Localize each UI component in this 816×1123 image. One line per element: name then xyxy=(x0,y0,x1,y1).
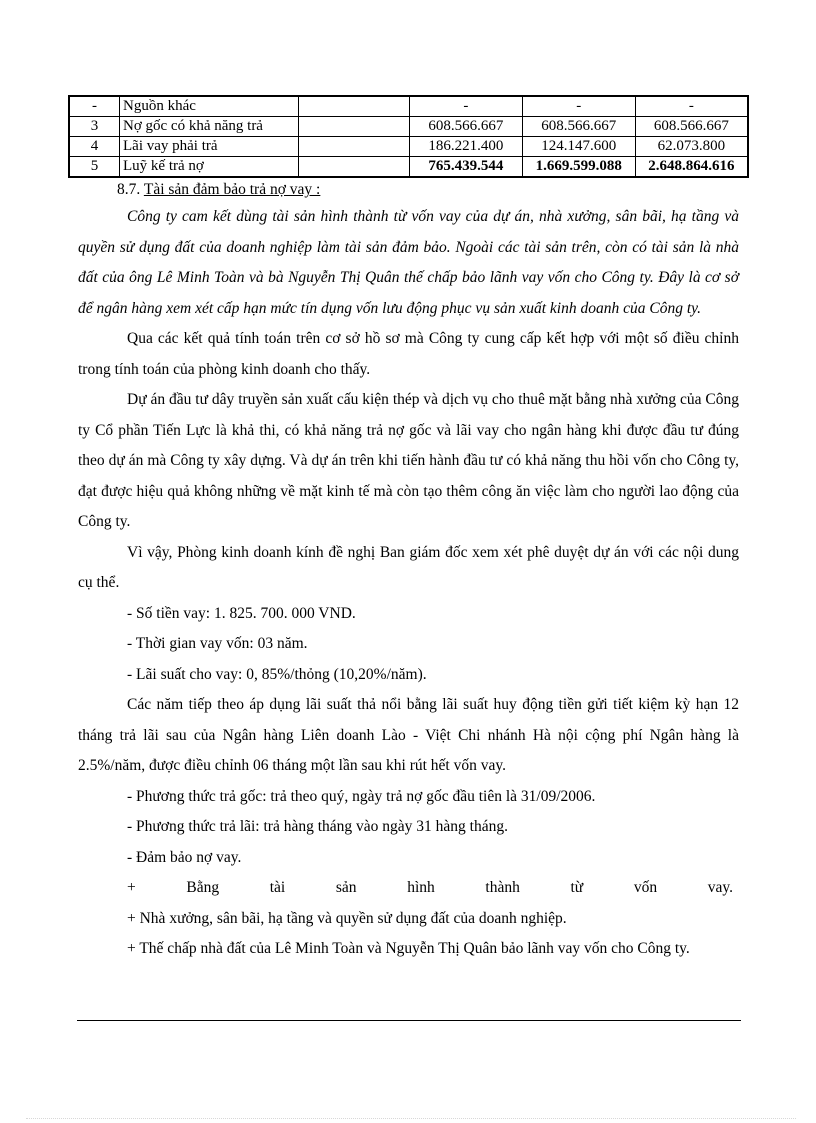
section-heading xyxy=(117,181,320,199)
year1-value-cell: 186.221.400 xyxy=(410,137,523,157)
year1-value-cell: - xyxy=(410,96,523,117)
row-number-cell: - xyxy=(69,96,120,117)
item-loan-term: - Thời gian vay vốn: 03 năm. xyxy=(127,635,308,652)
year3-value-cell: - xyxy=(635,96,748,117)
year2-value-cell: 608.566.667 xyxy=(522,117,635,137)
paragraph-feasibility: Dự án đầu tư dây truyền sản xuất cấu kiện thép và dịch vụ cho thuê mặt bằng nhà xưởng của Công ty Cổ phần Tiến Lực là khả thi, có khả năng trả nợ gốc và lãi vay cho ngân hàng khi được đầu tư đúng theo dự án mà Công ty xây dựng. Và dự án trên khi tiến hành đầu tư có khả năng thu hồi vốn cho Công ty, đạt được hiệu quả không những về mặt kinh tế mà còn tạo thêm công ăn việc làm cho người lao động của Công ty. xyxy=(78,391,739,530)
spread-word: hình xyxy=(407,879,435,896)
row-empty-cell xyxy=(299,157,410,178)
year1-value-cell: 608.566.667 xyxy=(410,117,523,137)
year3-value-cell: 2.648.864.616 xyxy=(635,157,748,178)
year1-value-cell: 765.439.544 xyxy=(410,157,523,178)
item-factory-assets: + Nhà xưởng, sân bãi, hạ tầng và quyền sử dụng đất của doanh nghiệp. xyxy=(127,909,567,927)
body-text xyxy=(78,202,739,965)
row-label-cell: Nguồn khác xyxy=(120,96,299,117)
row-empty-cell xyxy=(299,96,410,117)
item-asset-formed xyxy=(78,873,739,904)
item-loan-security: - Đảm bảo nợ vay. xyxy=(127,848,242,866)
spread-word: tài xyxy=(269,879,286,896)
row-number-cell: 5 xyxy=(69,157,120,178)
spread-word: vay. xyxy=(707,879,733,896)
year2-value-cell: - xyxy=(522,96,635,117)
paragraph-results: Qua các kết quả tính toán trên cơ sở hồ sơ mà Công ty cung cấp kết hợp với một số điều chỉnh trong tính toán của phòng kinh doanh cho thấy. xyxy=(78,330,739,378)
year2-value-cell: 1.669.599.088 xyxy=(522,157,635,178)
paragraph-floating-rate: Các năm tiếp theo áp dụng lãi suất thả nổi bằng lãi suất huy động tiền gửi tiết kiệm kỳ hạn 12 tháng trả lãi sau của Ngân hàng Liên doanh Lào - Việt Chi nhánh Hà nội cộng phí Ngân hàng là 2.5%/năm, được điều chỉnh 06 tháng một lần sau khi rút hết vốn vay. xyxy=(78,696,739,774)
year3-value-cell: 62.073.800 xyxy=(635,137,748,157)
spread-word: sản xyxy=(335,879,357,896)
item-mortgage: + Thế chấp nhà đất của Lê Minh Toàn và Nguyễn Thị Quân bảo lãnh vay vốn cho Công ty. xyxy=(127,940,690,957)
item-principal-method: - Phương thức trả gốc: trả theo quý, ngày trả nợ gốc đầu tiên là 31/09/2006. xyxy=(127,787,596,805)
page-bottom-border xyxy=(26,1118,796,1119)
year3-value-cell: 608.566.667 xyxy=(635,117,748,137)
footer-rule xyxy=(77,1020,741,1021)
paragraph-collateral: Công ty cam kết dùng tài sản hình thành từ vốn vay của dự án, nhà xưởng, sân bãi, hạ tầng và quyền sử dụng đất của doanh nghiệp làm tài sản đảm bảo. Ngoài các tài sản trên, còn có tài sản là nhà đất của ông Lê Minh Toàn và bà Nguyễn Thị Quân thế chấp bảo lãnh vay vốn cho Công ty. Đây là cơ sở để ngân hàng xem xét cấp hạn mức tín dụng vốn lưu động phục vụ sản xuất kinh doanh của Công ty. xyxy=(78,208,739,317)
paragraph-proposal: Vì vậy, Phòng kinh doanh kính đề nghị Ban giám đốc xem xét phê duyệt dự án với các nội dung cụ thể. xyxy=(78,543,739,591)
table-row xyxy=(69,96,748,117)
row-label-cell: Lãi vay phải trả xyxy=(120,137,299,157)
row-empty-cell xyxy=(299,117,410,137)
repayment-table xyxy=(68,95,749,178)
spread-word: Bằng xyxy=(186,879,220,896)
table-row xyxy=(69,117,748,137)
item-loan-amount: - Số tiền vay: 1. 825. 700. 000 VND. xyxy=(127,604,356,622)
section-title: Tài sản đảm bảo trả nợ vay : xyxy=(143,181,321,198)
section-number: 8.7. xyxy=(117,181,141,198)
table-row xyxy=(69,157,748,178)
spread-word: vốn xyxy=(633,879,658,896)
table-row xyxy=(69,137,748,157)
year2-value-cell: 124.147.600 xyxy=(522,137,635,157)
row-empty-cell xyxy=(299,137,410,157)
spread-word: thành xyxy=(485,879,520,896)
item-interest-rate: - Lãi suất cho vay: 0, 85%/thỏng (10,20%/năm). xyxy=(127,665,427,683)
spread-word: + xyxy=(127,879,136,896)
row-number-cell: 3 xyxy=(69,117,120,137)
item-interest-method: - Phương thức trả lãi: trả hàng tháng vào ngày 31 hàng tháng. xyxy=(127,818,508,835)
row-label-cell: Nợ gốc có khả năng trả xyxy=(120,117,299,137)
spread-word: từ xyxy=(570,879,584,896)
row-label-cell: Luỹ kế trả nợ xyxy=(120,157,299,178)
row-number-cell: 4 xyxy=(69,137,120,157)
